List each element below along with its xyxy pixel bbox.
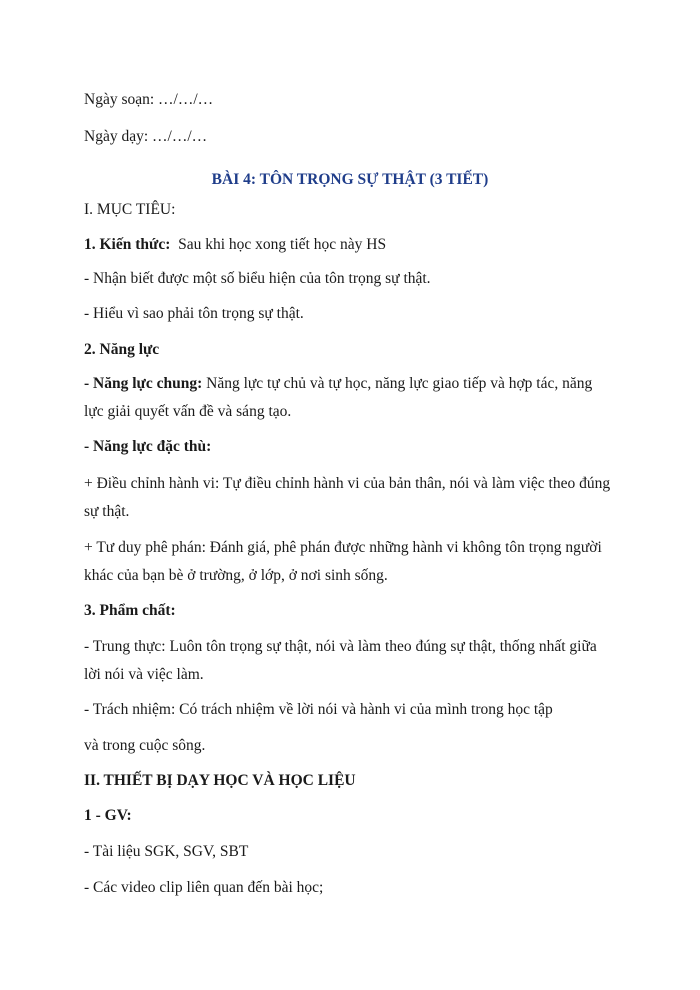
- nang-luc-heading: 2. Năng lực: [84, 341, 160, 358]
- dac-thu-item-2-cont: khác của bạn bè ở trường, ở lớp, ở nơi sinh sống.: [84, 567, 388, 584]
- section-muc-tieu-heading: I. MỤC TIÊU:: [84, 201, 176, 218]
- dac-thu-item-1-cont: sự thật.: [84, 503, 130, 520]
- lesson-title: BÀI 4: TÔN TRỌNG SỰ THẬT (3 TIẾT): [211, 171, 489, 188]
- nang-luc-chung-line: [84, 374, 644, 394]
- kien-thuc-item: - Hiểu vì sao phải tôn trọng sự thật.: [84, 305, 304, 322]
- trach-nhiem-line: - Trách nhiệm: Có trách nhiệm về lời nói và hành vi của mình trong học tập: [84, 701, 553, 718]
- nang-luc-chung-text-cont: lực giải quyết vấn đề và sáng tạo.: [84, 403, 292, 420]
- trung-thuc-line: - Trung thực: Luôn tôn trọng sự thật, nói và làm theo đúng sự thật, thống nhất giữa: [84, 638, 597, 655]
- trung-thuc-line-cont: lời nói và việc làm.: [84, 666, 204, 683]
- kien-thuc-item: - Nhận biết được một số biểu hiện của tôn trọng sự thật.: [84, 270, 431, 287]
- kien-thuc-line: [84, 235, 644, 255]
- trach-nhiem-line-cont: và trong cuộc sông.: [84, 737, 206, 754]
- gv-item: - Các video clip liên quan đến bài học;: [84, 879, 324, 896]
- dac-thu-item-2: + Tư duy phê phán: Đánh giá, phê phán được những hành vi không tôn trọng người: [84, 539, 602, 556]
- gv-item: - Tài liệu SGK, SGV, SBT: [84, 843, 249, 860]
- section-thiet-bi-heading: II. THIẾT BỊ DẠY HỌC VÀ HỌC LIỆU: [84, 772, 356, 789]
- gv-heading: 1 - GV:: [84, 807, 132, 824]
- nang-luc-chung-text: Năng lực tự chủ và tự học, năng lực giao tiếp và hợp tác, năng: [206, 375, 593, 392]
- dac-thu-item-1: + Điều chỉnh hành vi: Tự điều chỉnh hành vi của bản thân, nói và làm việc theo đúng: [84, 475, 611, 492]
- kien-thuc-intro: Sau khi học xong tiết học này HS: [178, 236, 387, 253]
- nang-luc-chung-label: - Năng lực chung:: [84, 375, 203, 392]
- ngay-day: Ngày dạy: …/…/…: [84, 128, 208, 145]
- nang-luc-dac-thu-label: - Năng lực đặc thù:: [84, 438, 212, 455]
- ngay-soan: Ngày soạn: …/…/…: [84, 91, 214, 108]
- kien-thuc-label: 1. Kiến thức:: [84, 236, 171, 253]
- pham-chat-heading: 3. Phẩm chất:: [84, 602, 176, 619]
